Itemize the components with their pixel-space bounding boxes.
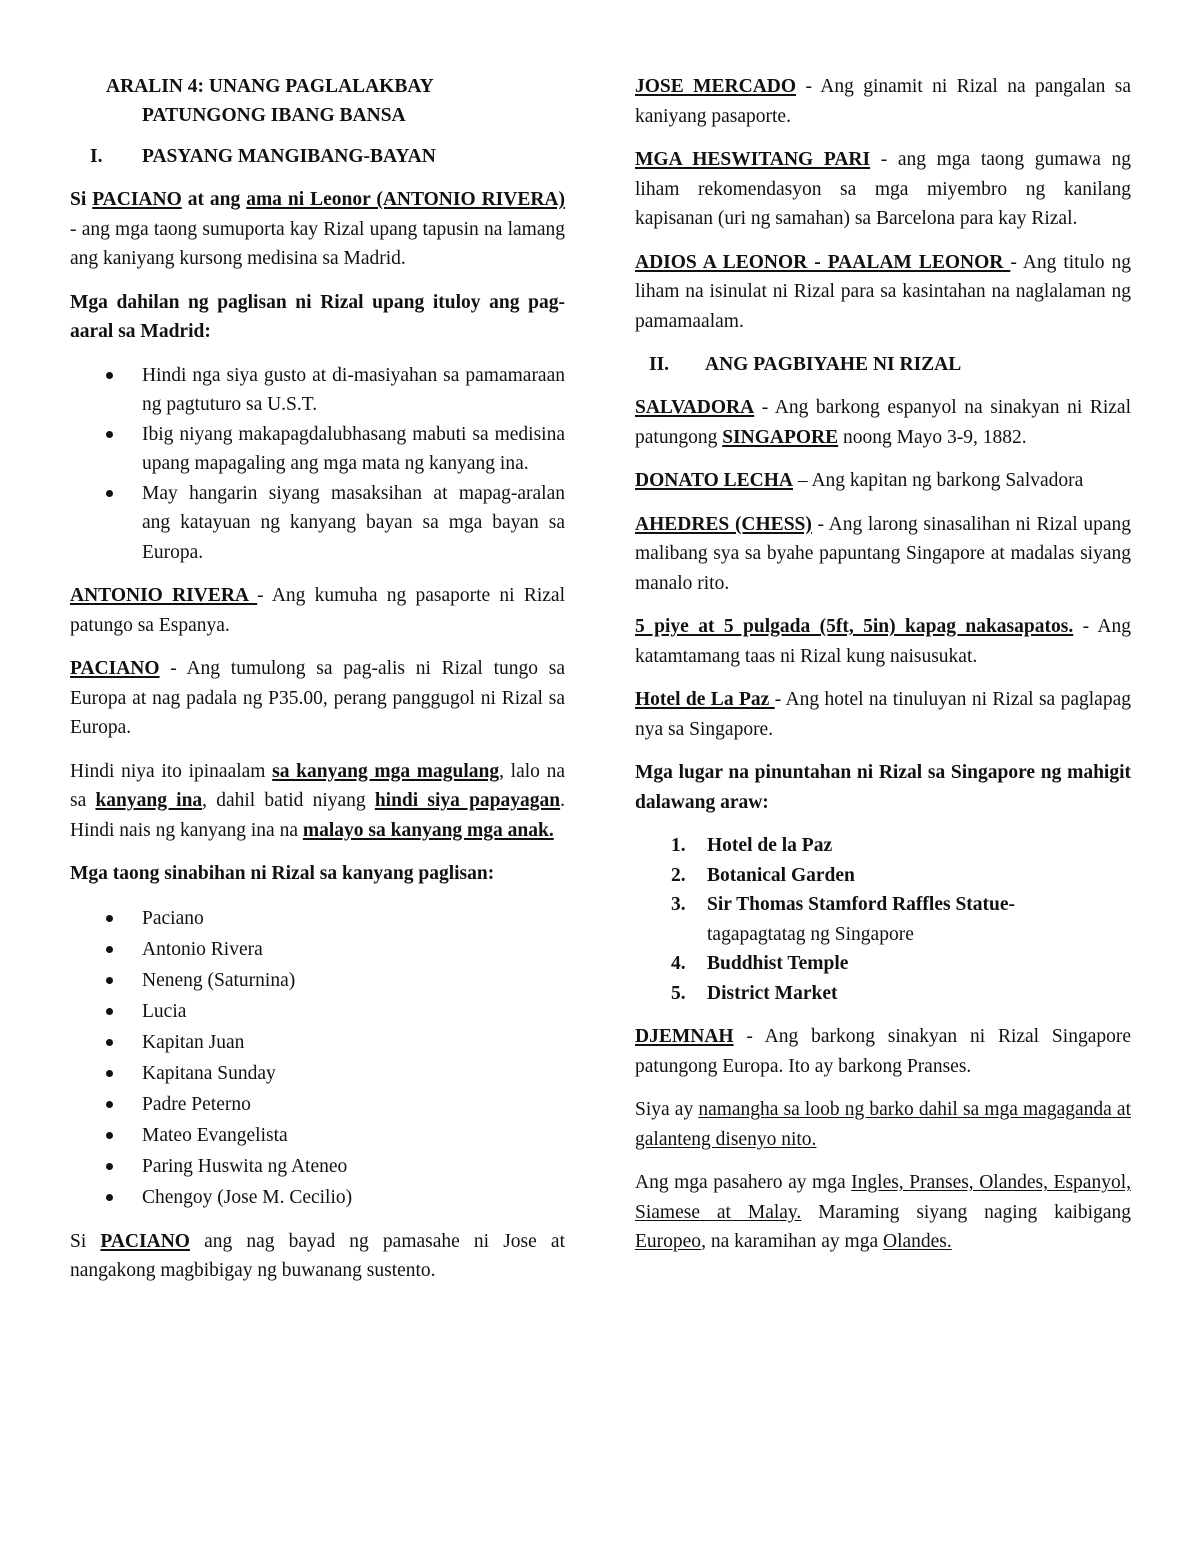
paciano-paragraph: PACIANO - Ang tumulong sa pag-alis ni Rizal tungo sa Europa at nag padala ng P35.00, perang panggugol ni Rizal sa Europa. — [70, 658, 565, 738]
section-title: PASYANG MANGIBANG-BAYAN — [142, 146, 436, 167]
antonio-paragraph: ANTONIO RIVERA - Ang kumuha ng pasaporte ni Rizal patungo sa Espanya. — [70, 585, 565, 636]
section-heading-2 — [635, 350, 1131, 379]
section-number: I. — [90, 146, 103, 167]
right-column — [635, 72, 1131, 1271]
djemnah-paragraph: DJEMNAH - Ang barkong sinakyan ni Rizal Singapore patungong Europa. Ito ay barkong Pranses. — [635, 1026, 1131, 1077]
supporters-paragraph: Si PACIANO at ang ama ni Leonor (ANTONIO RIVERA) - ang mga taong sumuporta kay Rizal upang tapusin na lamang ang kaniyang kursong medisina sa Madrid. — [70, 189, 565, 269]
heswita-paragraph: MGA HESWITANG PARI - ang mga taong gumawa ng liham rekomendasyon sa mga miyembro ng kanilang kapisanan (uri ng samahan) sa Barcelona para kay Rizal. — [635, 149, 1132, 229]
reasons-list — [70, 361, 565, 568]
ahedres-paragraph: AHEDRES (CHESS) - Ang larong sinasalihan ni Rizal upang malibang sya sa byahe papuntang Singapore at madalas siyang manalo rito. — [635, 513, 1131, 594]
lesson-title-line1: ARALIN 4: UNANG PAGLALAKBAY — [106, 76, 434, 97]
section-title: ANG PAGBIYAHE NI RIZAL — [705, 354, 962, 375]
list-item: May hangarin siyang masaksihan at mapag-aralan ang katayuan ng kanyang bayan sa mga bayan sa Europa. — [70, 479, 565, 568]
list-item: Kapitana Sunday — [70, 1058, 565, 1089]
donato-paragraph: DONATO LECHA – Ang kapitan ng barkong Salvadora — [635, 470, 1084, 491]
salvadora-paragraph: SALVADORA - Ang barkong espanyol na sinakyan ni Rizal patungong SINGAPORE noong Mayo 3-9, 1882. — [635, 397, 1131, 448]
people-list — [70, 903, 565, 1213]
lesson-title — [70, 72, 565, 130]
list-item: Paring Huswita ng Ateneo — [70, 1151, 565, 1182]
list-item: Padre Peterno — [70, 1089, 565, 1120]
list-item: 5. District Market — [671, 982, 838, 1004]
list-item: Paciano — [70, 903, 565, 934]
list-item: Chengoy (Jose M. Cecilio) — [70, 1182, 565, 1213]
list-item: Antonio Rivera — [70, 934, 565, 965]
reasons-heading: Mga dahilan ng paglisan ni Rizal upang ituloy ang pag-aaral sa Madrid: — [70, 291, 565, 342]
list-item: 2. Botanical Garden — [671, 864, 855, 886]
section-heading-1 — [70, 142, 565, 171]
siya-paragraph: Siya ay namangha sa loob ng barko dahil sa mga magaganda at galanteng disenyo nito. — [635, 1099, 1131, 1150]
height-paragraph: 5 piye at 5 pulgada (5ft, 5in) kapag nakasapatos. - Ang katamtamang taas ni Rizal kung naisusukat. — [635, 616, 1132, 667]
list-item: Ibig niyang makapagdalubhasang mabuti sa medisina upang mapagaling ang mga mata ng kanyang ina. — [70, 420, 565, 479]
section-number: II. — [649, 354, 670, 375]
hindi-paragraph: Hindi niya ito ipinaalam sa kanyang mga magulang, lalo na sa kanyang ina, dahil batid niyang hindi siya papayagan. Hindi nais ng kanyang ina na malayo sa kanyang mga anak. — [70, 760, 566, 841]
list-item: Lucia — [70, 996, 565, 1027]
list-item: 4. Buddhist Temple — [671, 953, 849, 974]
people-heading: Mga taong sinabihan ni Rizal sa kanyang paglisan: — [70, 863, 495, 884]
list-item: Kapitan Juan — [70, 1027, 565, 1058]
list-item: Hindi nga siya gusto at di-masiyahan sa pamamaraan ng pagtuturo sa U.S.T. — [70, 361, 565, 420]
places-heading: Mga lugar na pinuntahan ni Rizal sa Singapore ng mahigit dalawang araw: — [635, 762, 1131, 813]
places-list — [635, 831, 1131, 1008]
jose-mercado-paragraph: JOSE MERCADO - Ang ginamit ni Rizal na pangalan sa kaniyang pasaporte. — [635, 76, 1131, 127]
lesson-title-line2: PATUNGONG IBANG BANSA — [142, 105, 406, 126]
list-item: 3. Sir Thomas Stamford Raffles Statue- tagapagtatag ng Singapore — [671, 894, 1016, 945]
list-item: 1. Hotel de la Paz — [671, 835, 833, 856]
left-column — [70, 72, 565, 1300]
list-item: Neneng (Saturnina) — [70, 965, 565, 996]
si-paciano-paragraph: Si PACIANO ang nag bayad ng pamasahe ni Jose at nangakong magbibigay ng buwanang sustento. — [70, 1230, 565, 1281]
adios-paragraph: ADIOS A LEONOR - PAALAM LEONOR - Ang titulo ng liham na isinulat ni Rizal para sa kasintahan na naglalaman ng pamamaalam. — [635, 251, 1131, 332]
hotel-paragraph: Hotel de La Paz - Ang hotel na tinuluyan ni Rizal sa paglapag nya sa Singapore. — [635, 689, 1131, 740]
list-item: Mateo Evangelista — [70, 1120, 565, 1151]
pasahero-paragraph: Ang mga pasahero ay mga Ingles, Pranses, Olandes, Espanyol, Siamese at Malay. Maraming siyang naging kaibigang Europeo, na karamihan ay mga Olandes. — [635, 1172, 1132, 1252]
